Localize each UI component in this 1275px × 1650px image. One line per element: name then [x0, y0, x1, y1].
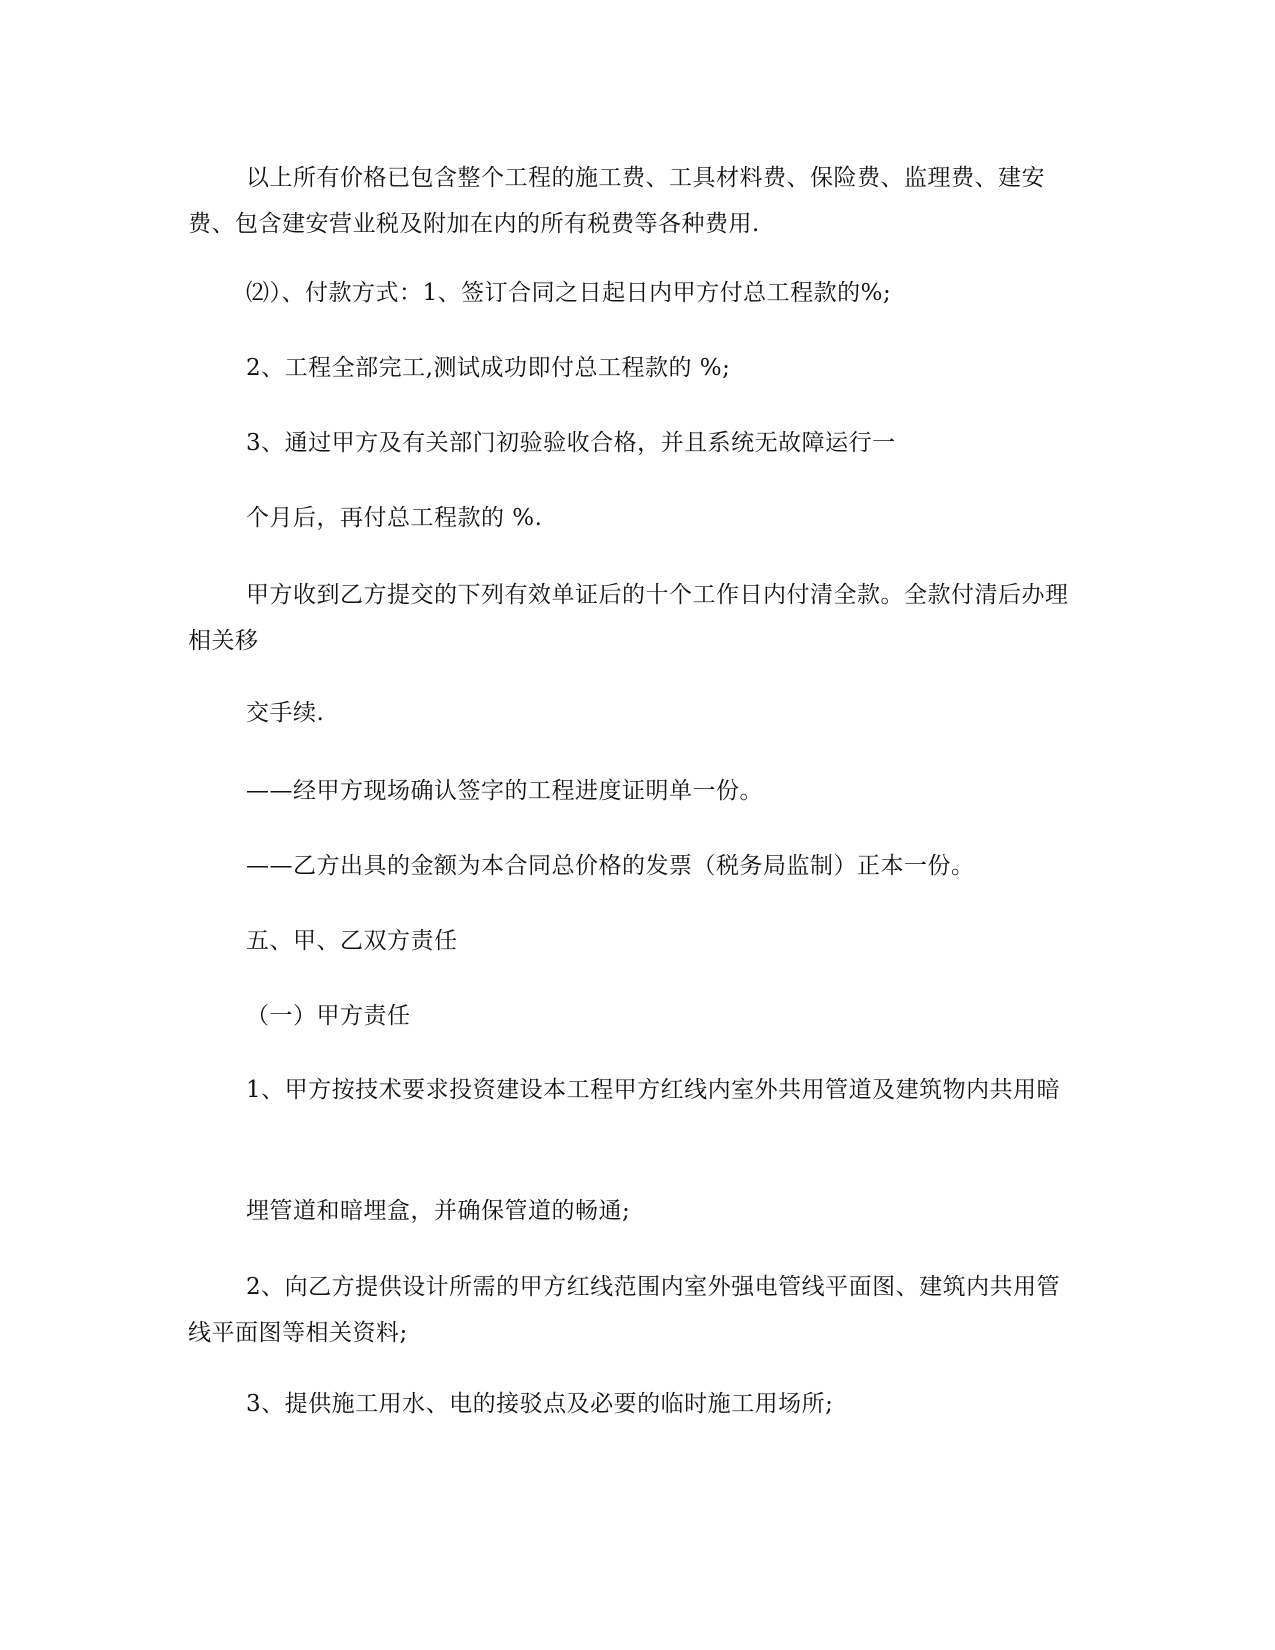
- progress-certificate-item: ——经甲方现场确认签字的工程进度证明单一份。: [246, 778, 763, 804]
- party-a-item-1: 1、甲方按技术要求投资建设本工程甲方红线内室外共用管道及建筑物内共用暗: [246, 1077, 1061, 1103]
- handover-paragraph: 交手续.: [246, 700, 325, 726]
- subsection-heading-party-a: （一）甲方责任: [246, 1003, 411, 1029]
- price-inclusion-paragraph: 以上所有价格已包含整个工程的施工费、工具材料费、保险费、监理费、建安费、包含建安营业税及附加在内的所有税费等各种费用.: [188, 165, 1045, 237]
- payment-item-2: 2、工程全部完工,测试成功即付总工程款的 %;: [246, 355, 731, 381]
- party-a-item-3: 3、提供施工用水、电的接驳点及必要的临时施工用场所;: [246, 1391, 834, 1417]
- section-heading-responsibilities: 五、甲、乙双方责任: [246, 928, 458, 954]
- party-a-item-1-continued: 埋管道和暗埋盒，并确保管道的畅通;: [246, 1198, 631, 1224]
- invoice-item: ——乙方出具的金额为本合同总价格的发票（税务局监制）正本一份。: [246, 853, 975, 879]
- full-payment-paragraph: 甲方收到乙方提交的下列有效单证后的十个工作日内付清全款。全款付清后办理相关移: [188, 582, 1069, 654]
- payment-method-paragraph: ⑵）、付款方式：1、签订合同之日起日内甲方付总工程款的%;: [246, 280, 892, 306]
- party-a-item-2: 2、向乙方提供设计所需的甲方红线范围内室外强电管线平面图、建筑内共用管线平面图等相关资料;: [188, 1274, 1061, 1346]
- payment-item-3: 3、通过甲方及有关部门初验验收合格，并且系统无故障运行一: [246, 430, 896, 456]
- payment-item-3-continued: 个月后，再付总工程款的 %.: [246, 505, 543, 531]
